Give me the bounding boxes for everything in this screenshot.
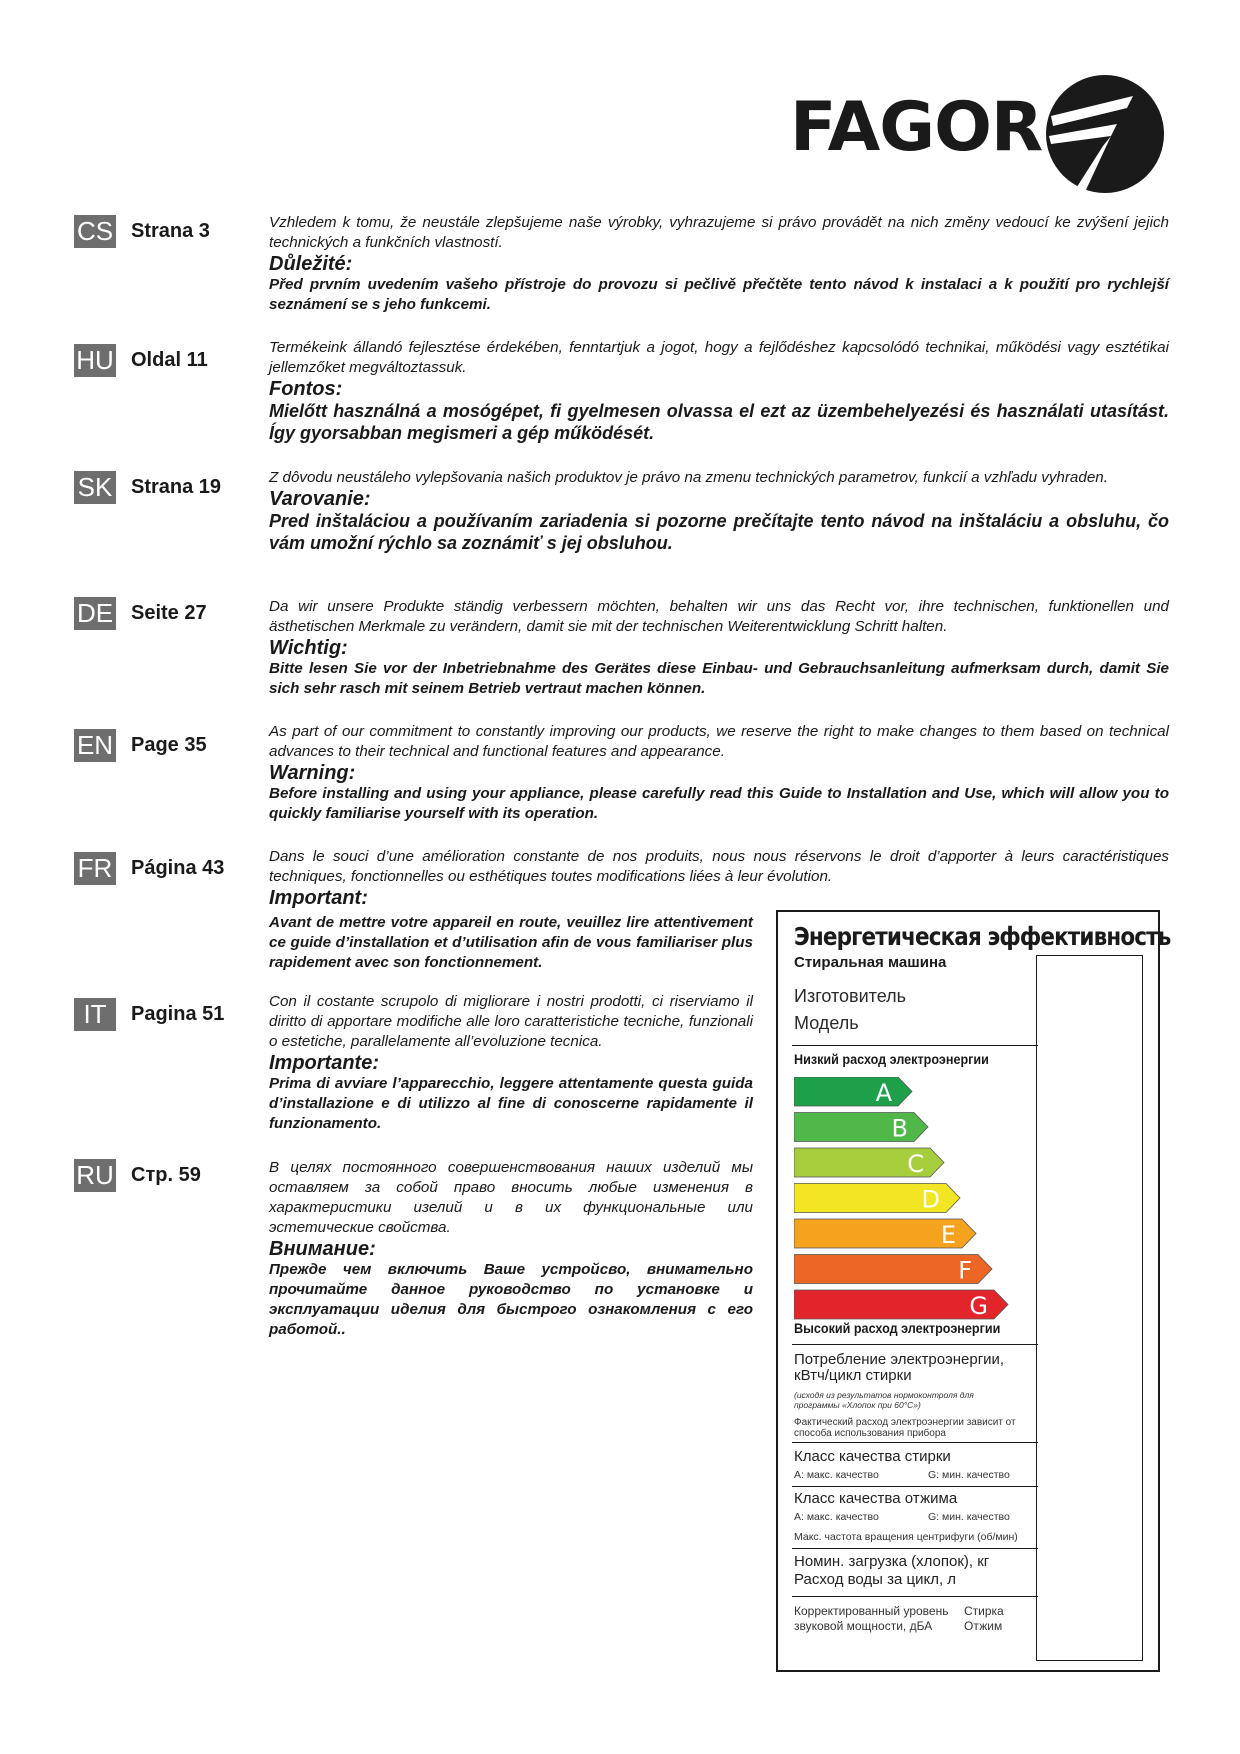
text-block-fr-warning <box>269 913 753 973</box>
lang-code-hu: HU <box>74 344 116 377</box>
heading-sk: Varovanie: <box>269 488 371 510</box>
energy-class-letter-g: G <box>969 1292 988 1320</box>
spin-a-label: А: макс. качество <box>794 1511 879 1523</box>
heading-fr: Important: <box>269 887 368 909</box>
energy-label-spin-speed: Макс. частота вращения центрифуги (об/мин) <box>794 1531 1018 1543</box>
divider <box>792 1344 1038 1345</box>
warning-cs: Před prvním uvedením vašeho přístroje do provozu si pečlivě přečtěte tento návod k instalaci a k použití pro rychlejší seznámení se s jeho funkcemi. <box>269 276 1169 313</box>
text-block-sk <box>269 468 1169 554</box>
energy-label-low-consumption: Низкий расход электроэнергии <box>794 1051 989 1067</box>
note-it: Con il costante scrupolo di migliorare i nostri prodotti, ci riserviamo il diritto di apportare modifiche alle loro caratteristiche tecniche, funzionali o estetiche, parallelamente all’evoluzione tecnica. <box>269 993 753 1050</box>
divider <box>792 1442 1038 1443</box>
lang-code-fr: FR <box>74 852 116 885</box>
warning-hu: Mielőtt használná a mosógépet, fi gyelmesen olvassa el ezt az üzembehelyezési és használati utasítást. Így gyorsabban megismeri a gép működését. <box>269 401 1169 443</box>
lang-code-de: DE <box>74 597 116 630</box>
lang-code-cs: CS <box>74 215 116 248</box>
energy-label-consumption: Потребление электроэнергии, кВтч/цикл стирки <box>794 1351 1005 1384</box>
page-ref-sk: Strana 19 <box>131 476 222 498</box>
page-ref-ru: Стр. 59 <box>131 1164 201 1186</box>
heading-en: Warning: <box>269 762 356 784</box>
text-block-de <box>269 597 1169 699</box>
energy-label-noise: Корректированный уровень звуковой мощности, дБА <box>794 1604 949 1633</box>
text-block-cs <box>269 213 1169 315</box>
note-fr: Dans le souci d’une amélioration constante de nos produits, nous nous réservons le droit d’apporter à leurs caractéristiques techniques, fonctionnelles ou esthétiques toutes modifications liées à leur évolution. <box>269 848 1169 885</box>
energy-label-consumption-note: (исходя из результатов нормоконтроля для программы «Хлопок при 60°С») <box>794 1390 974 1410</box>
lang-code-it: IT <box>74 998 116 1031</box>
energy-label-load: Номин. загрузка (хлопок), кг <box>794 1553 990 1570</box>
warning-fr: Avant de mettre votre appareil en route, veuillez lire attentivement ce guide d’installation et d’utilisation afin de vous familiariser plus rapidement avec son fonctionnement. <box>269 914 753 971</box>
text-block-fr <box>269 847 1169 909</box>
page-ref-hu: Oldal 11 <box>131 349 208 371</box>
text-block-it <box>269 992 753 1134</box>
wash-g-label: G: мин. качество <box>928 1469 1010 1481</box>
heading-cs: Důležité: <box>269 253 353 275</box>
divider <box>792 1596 1038 1597</box>
energy-label-noise-wash: Стирка <box>964 1604 1004 1618</box>
energy-label-spin-range <box>794 1511 1034 1523</box>
lang-code-sk: SK <box>74 471 116 504</box>
spin-g-label: G: мин. качество <box>928 1511 1010 1523</box>
energy-label-water: Расход воды за цикл, л <box>794 1571 957 1588</box>
wash-a-label: А: макс. качество <box>794 1469 879 1481</box>
energy-class-letter-e: E <box>940 1221 956 1249</box>
lang-code-ru: RU <box>74 1159 116 1192</box>
warning-en: Before installing and using your appliance, please carefully read this Guide to Installation and Use, which will allow you to quickly familiarise yourself with its operation. <box>269 785 1169 822</box>
brand-name: FAGOR <box>790 88 1043 167</box>
energy-class-bar-a <box>794 1077 912 1106</box>
warning-ru: Прежде чем включить Ваше устройсво, внимательно прочитайте данное руководство по установке и эксплуатации иделия для быстрого ознакомления с его работой.. <box>269 1261 753 1338</box>
energy-label-title: Энергетическая эффективность <box>794 922 1171 951</box>
divider <box>792 1486 1038 1487</box>
energy-label-value-box <box>1036 955 1143 1661</box>
energy-class-bars <box>794 1077 1034 1345</box>
heading-hu: Fontos: <box>269 378 343 400</box>
heading-ru: Внимание: <box>269 1238 376 1260</box>
text-block-hu <box>269 338 1169 444</box>
divider <box>792 1045 1038 1046</box>
note-en: As part of our commitment to constantly improving our products, we reserve the right to make changes to them based on technical advances to their technical and functional features and appearance. <box>269 723 1169 760</box>
text-block-ru <box>269 1158 753 1340</box>
heading-it: Importante: <box>269 1052 379 1074</box>
note-hu: Termékeink állandó fejlesztése érdekében, fenntartjuk a jogot, hogy a fejlődéshez kapcsolódó technikai, működési vagy esztétikai jellemzőket megváltoztassuk. <box>269 339 1169 376</box>
energy-label-model: Модель <box>794 1013 859 1033</box>
lang-code-en: EN <box>74 729 116 762</box>
energy-label-wash-range <box>794 1469 1034 1481</box>
energy-label-manufacturer: Изготовитель <box>794 986 906 1006</box>
page-ref-de: Seite 27 <box>131 602 207 624</box>
warning-de: Bitte lesen Sie vor der Inbetriebnahme des Gerätes diese Einbau- und Gebrauchsanleitung aufmerksam durch, damit Sie sich sehr rasch mit seinem Betrieb vertraut machen können. <box>269 660 1169 697</box>
energy-class-letter-c: C <box>907 1150 924 1178</box>
note-de: Da wir unsere Produkte ständig verbessern möchten, behalten wir uns das Recht vor, ihre technischen, funktionellen und ästhetischen Merkmale zu verändern, damit sie mit der technischen Weiterentwicklung Schritt halten. <box>269 598 1169 635</box>
energy-label-spin-class: Класс качества отжима <box>794 1490 958 1507</box>
energy-label-noise-spin: Отжим <box>964 1619 1003 1633</box>
energy-class-letter-d: D <box>921 1185 940 1214</box>
page-ref-it: Pagina 51 <box>131 1003 225 1025</box>
warning-it: Prima di avviare l’apparecchio, leggere attentamente questa guida d’installazione e di utilizzo al fine di conoscerne rapidamente il funzionamento. <box>269 1075 753 1132</box>
note-cs: Vzhledem k tomu, že neustále zlepšujeme naše výrobky, vyhrazujeme si právo provádět na nich změny vedoucí ke zvýšení jejich technických a funkčních vlastností. <box>269 214 1169 251</box>
energy-label-high-consumption: Высокий расход электроэнергии <box>794 1320 1001 1336</box>
energy-label-wash-class: Класс качества стирки <box>794 1448 951 1465</box>
energy-class-letter-f: F <box>958 1256 972 1285</box>
energy-label <box>776 910 1171 1672</box>
page-ref-cs: Strana 3 <box>131 220 210 242</box>
energy-label-subtitle: Стиральная машина <box>794 954 947 971</box>
energy-class-letter-a: A <box>875 1079 892 1107</box>
note-ru: В целях постоянного совершенствования наших изделий мы оставляем за собой право вносить любые изменения в характеристики изелий и в их функциональные или эстетические свойства. <box>269 1159 753 1236</box>
heading-de: Wichtig: <box>269 637 348 659</box>
energy-label-actual-note: Фактический расход электроэнергии зависит от способа использования прибора <box>794 1417 1016 1439</box>
energy-class-letter-b: B <box>891 1114 908 1143</box>
page-ref-en: Page 35 <box>131 734 207 756</box>
page-ref-fr: Página 43 <box>131 857 225 879</box>
fagor-logo <box>790 74 1170 194</box>
fagor-logo-mark-icon <box>1045 74 1165 194</box>
text-block-en <box>269 722 1169 824</box>
note-sk: Z dôvodu neustáleho vylepšovania našich produktov je právo na zmenu technických parametrov, funkcií a vzhľadu vyhraden. <box>269 469 1108 486</box>
divider <box>792 1548 1038 1549</box>
warning-sk: Pred inštaláciou a používaním zariadenia si pozorne prečítajte tento návod na inštaláciu a obsluhu, čo vám umožní rýchlo sa zoznámiť s jej obsluhou. <box>269 511 1169 553</box>
